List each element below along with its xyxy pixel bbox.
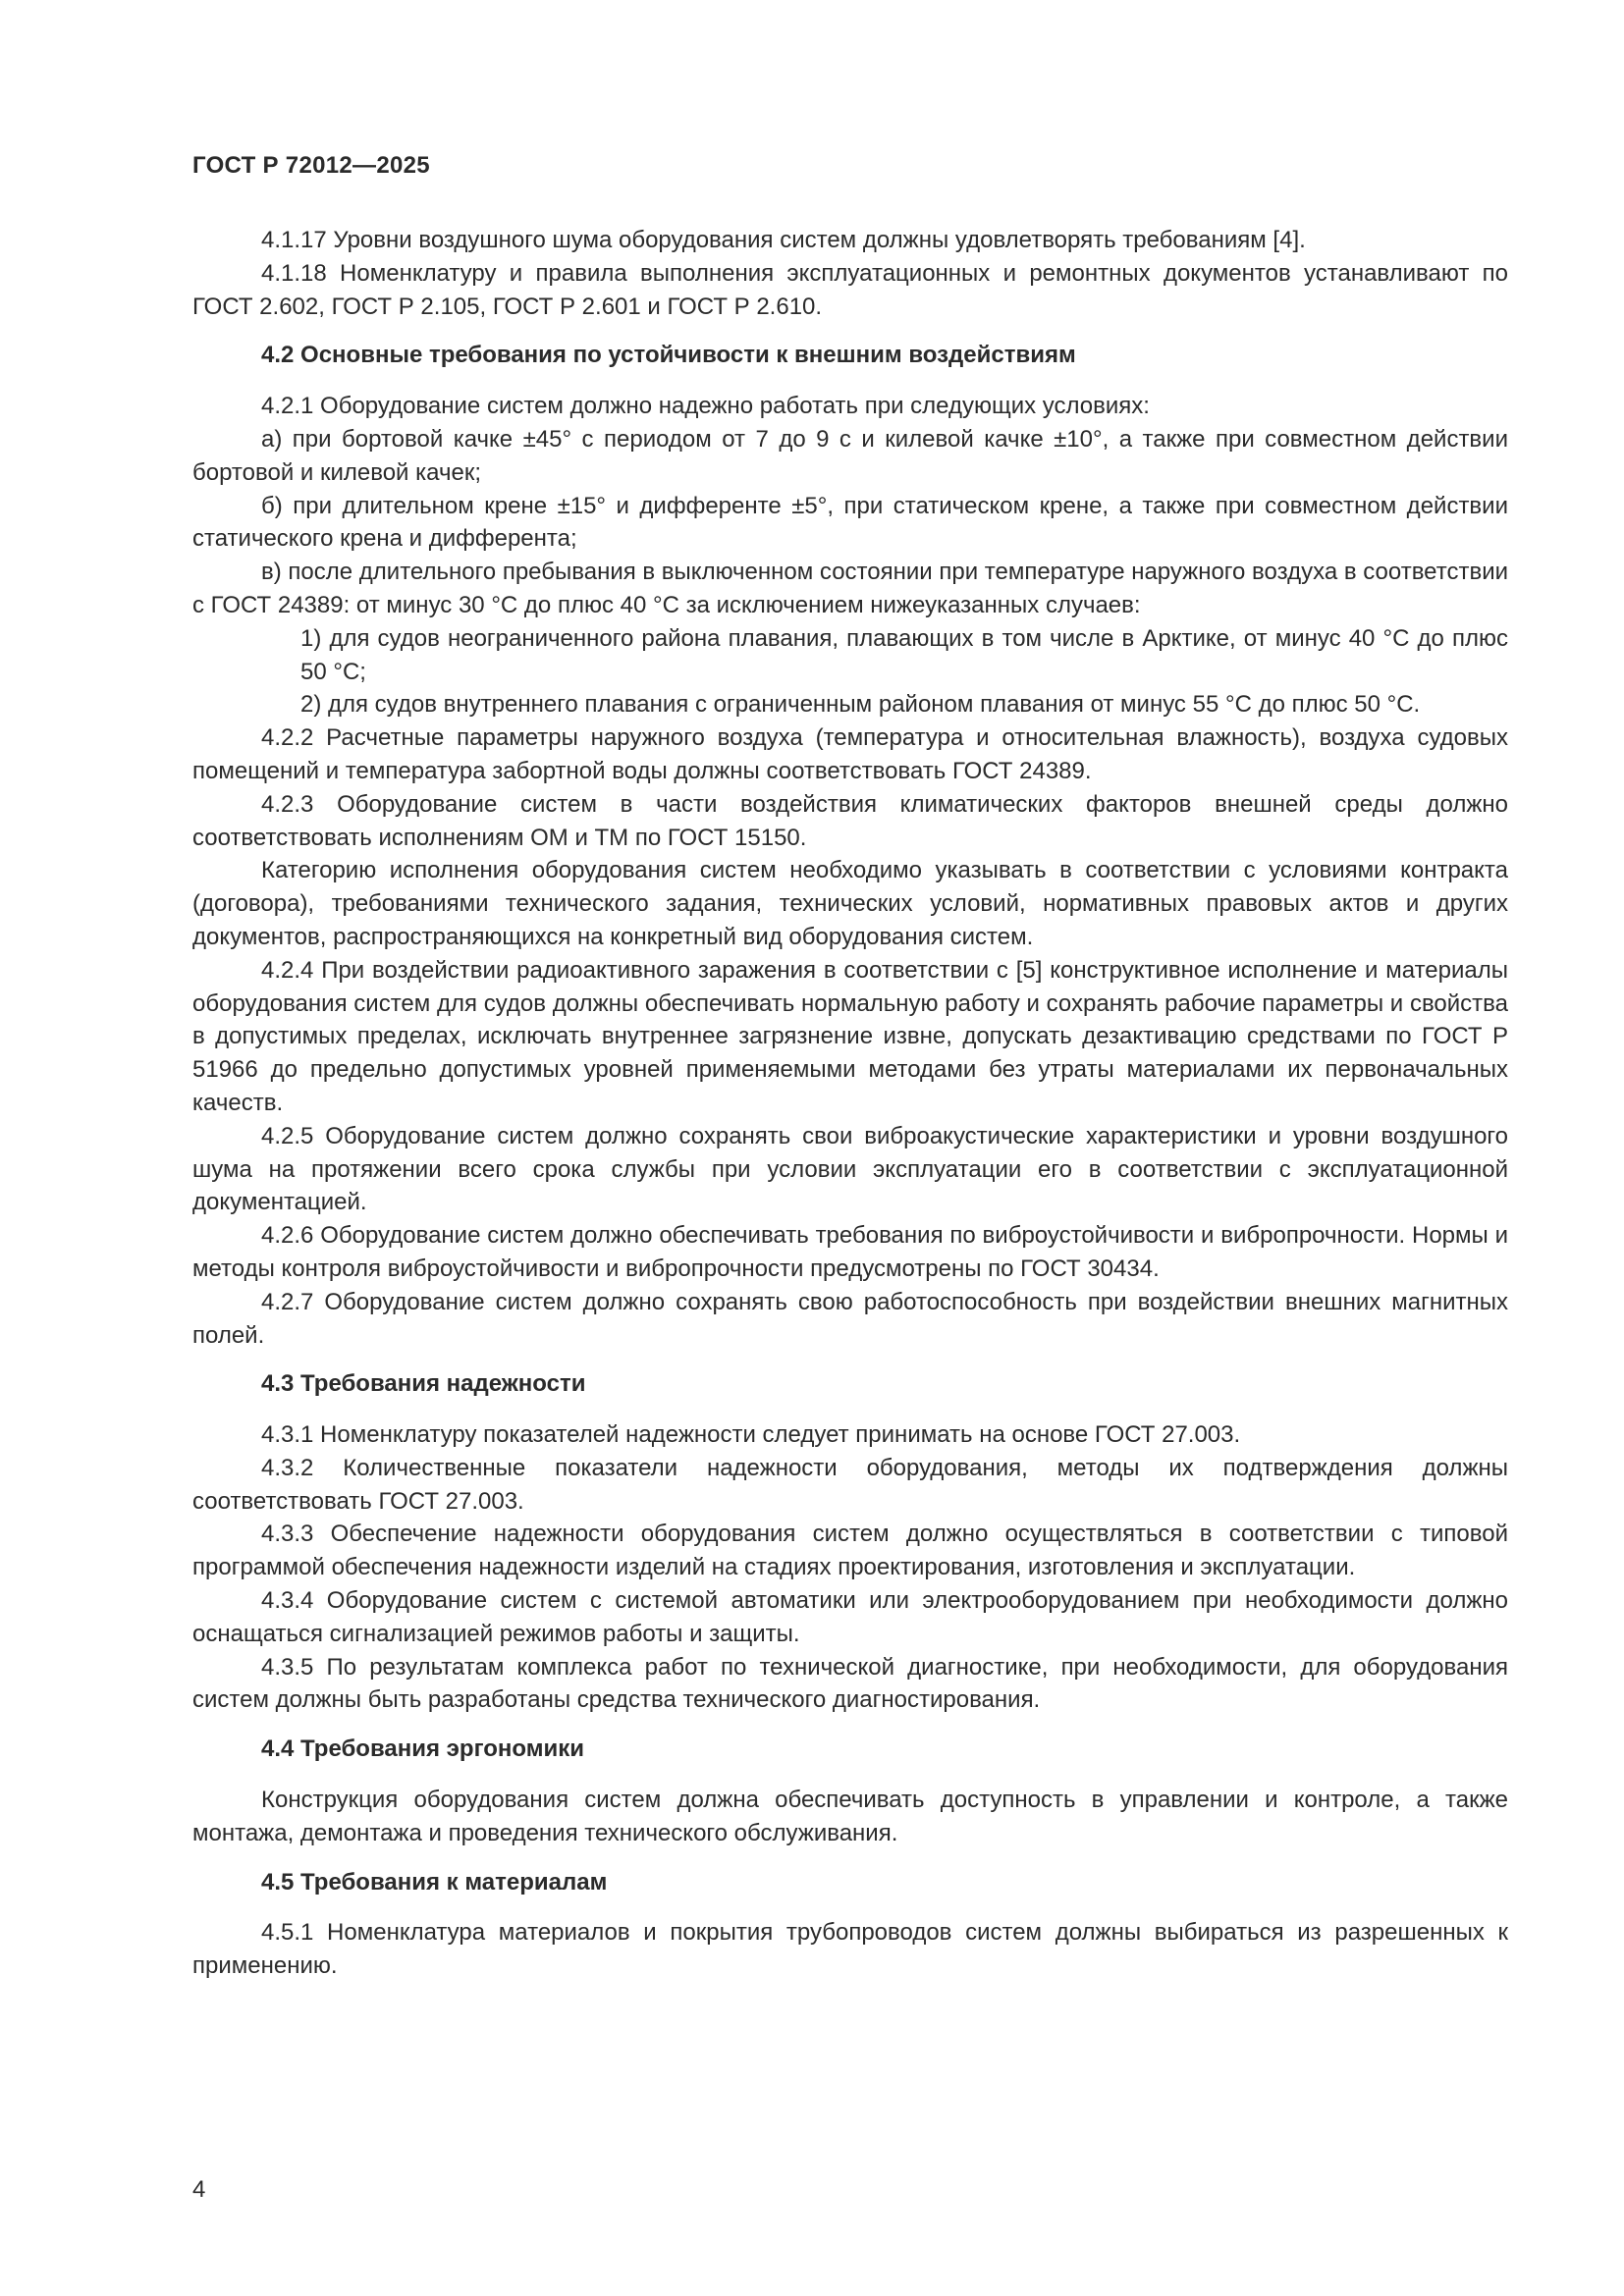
section-heading: 4.3 Требования надежности: [261, 1370, 586, 1398]
paragraph: 4.3.1 Номенклатуру показателей надежности следует принимать на основе ГОСТ 27.003.: [261, 1421, 1241, 1449]
paragraph: 4.2.3 Оборудование систем в части воздействия климатических факторов внешней среды должно соответствовать исполнениям ОМ и ТМ по ГОСТ 15150.: [192, 790, 1508, 851]
paragraph: 4.3.3 Обеспечение надежности оборудования систем должно осуществляться в соответствии с типовой программой обеспечения надежности изделий на стадиях проектирования, изготовления и эксплуатации.: [192, 1521, 1508, 1581]
paragraph: в) после длительного пребывания в выключенном состоянии при температуре наружного воздуха в соответствии с ГОСТ 24389: от минус 30 °С до плюс 40 °С за исключением нижеуказанных случаев:: [192, 559, 1508, 618]
paragraph: 4.5.1 Номенклатура материалов и покрытия трубопроводов систем должны выбираться из разрешенных к применению.: [192, 1919, 1508, 1980]
paragraph: а) при бортовой качке ±45° с периодом от 7 до 9 с и килевой качке ±10°, а также при совместном действии бортовой и килевой качек;: [192, 425, 1508, 486]
list-subitem: 1) для судов неограниченного района плавания, плавающих в том числе в Арктике, от минус 40 °С до плюс 50 °С;: [300, 624, 1508, 685]
paragraph: 4.2.6 Оборудование систем должно обеспечивать требования по виброустойчивости и вибропрочности. Нормы и методы контроля виброустойчивости и вибропрочности предусмотрены по ГОСТ 30434.: [192, 1222, 1508, 1282]
section-heading: 4.5 Требования к материалам: [261, 1868, 608, 1896]
section-heading: 4.4 Требования эргономики: [261, 1735, 585, 1763]
section-heading: 4.2 Основные требования по устойчивости к внешним воздействиям: [261, 342, 1076, 369]
paragraph: 4.1.17 Уровни воздушного шума оборудования систем должны удовлетворять требованиям [4].: [261, 227, 1306, 253]
paragraph: б) при длительном крене ±15° и дифференте ±5°, при статическом крене, а также при совместном действии статического крена и дифферента;: [192, 492, 1508, 553]
paragraph: 4.2.1 Оборудование систем должно надежно работать при следующих условиях:: [261, 393, 1150, 420]
paragraph: 4.1.18 Номенклатуру и правила выполнения эксплуатационных и ремонтных документов устанавливают по ГОСТ 2.602, ГОСТ Р 2.105, ГОСТ Р 2.601 и ГОСТ Р 2.610.: [192, 259, 1508, 320]
paragraph: 4.3.2 Количественные показатели надежности оборудования, методы их подтверждения должны соответствовать ГОСТ 27.003.: [192, 1454, 1508, 1515]
paragraph: 4.2.2 Расчетные параметры наружного воздуха (температура и относительная влажность), воздуха судовых помещений и температура забортной воды должны соответствовать ГОСТ 24389.: [192, 724, 1508, 784]
paragraph: 4.2.5 Оборудование систем должно сохранять свои виброакустические характеристики и уровни воздушного шума на протяжении всего срока службы при условии эксплуатации его в соответствии с эксплуатационной документацией.: [192, 1122, 1508, 1216]
paragraph: 4.3.4 Оборудование систем с системой автоматики или электрооборудованием при необходимости должно оснащаться сигнализацией режимов работы и защиты.: [192, 1587, 1508, 1647]
paragraph: 4.2.4 При воздействии радиоактивного заражения в соответствии с [5] конструктивное исполнение и материалы оборудования систем для судов должны обеспечивать нормальную работу и сохранять рабочие параметры и свойства в допустимых пределах, исключать внутреннее загрязнение извне, допускать дезактивацию средствами по ГОСТ Р 51966 до предельно допустимых уровней применяемыми методами без утраты материалами их первоначальных качеств.: [192, 956, 1508, 1116]
paragraph: Категорию исполнения оборудования систем необходимо указывать в соответствии с условиями контракта (договора), требованиями технического задания, технических условий, нормативных правовых актов и других документов, распространяющихся на конкретный вид оборудования систем.: [192, 857, 1508, 950]
paragraph: 4.2.7 Оборудование систем должно сохранять свою работоспособность при воздействии внешних магнитных полей.: [192, 1288, 1508, 1349]
page-number: 4: [192, 2176, 206, 2203]
document-header: ГОСТ Р 72012—2025: [192, 152, 430, 179]
document-body: [192, 224, 1508, 1983]
paragraph: Конструкция оборудования систем должна обеспечивать доступность в управлении и контроле, а также монтажа, демонтажа и проведения технического обслуживания.: [192, 1787, 1508, 1846]
paragraph: 4.3.5 По результатам комплекса работ по технической диагностике, при необходимости, для оборудования систем должны быть разработаны средства технического диагностирования.: [192, 1653, 1508, 1714]
list-subitem: 2) для судов внутреннего плавания с ограниченным районом плавания от минус 55 °С до плюс 50 °С.: [300, 691, 1421, 719]
